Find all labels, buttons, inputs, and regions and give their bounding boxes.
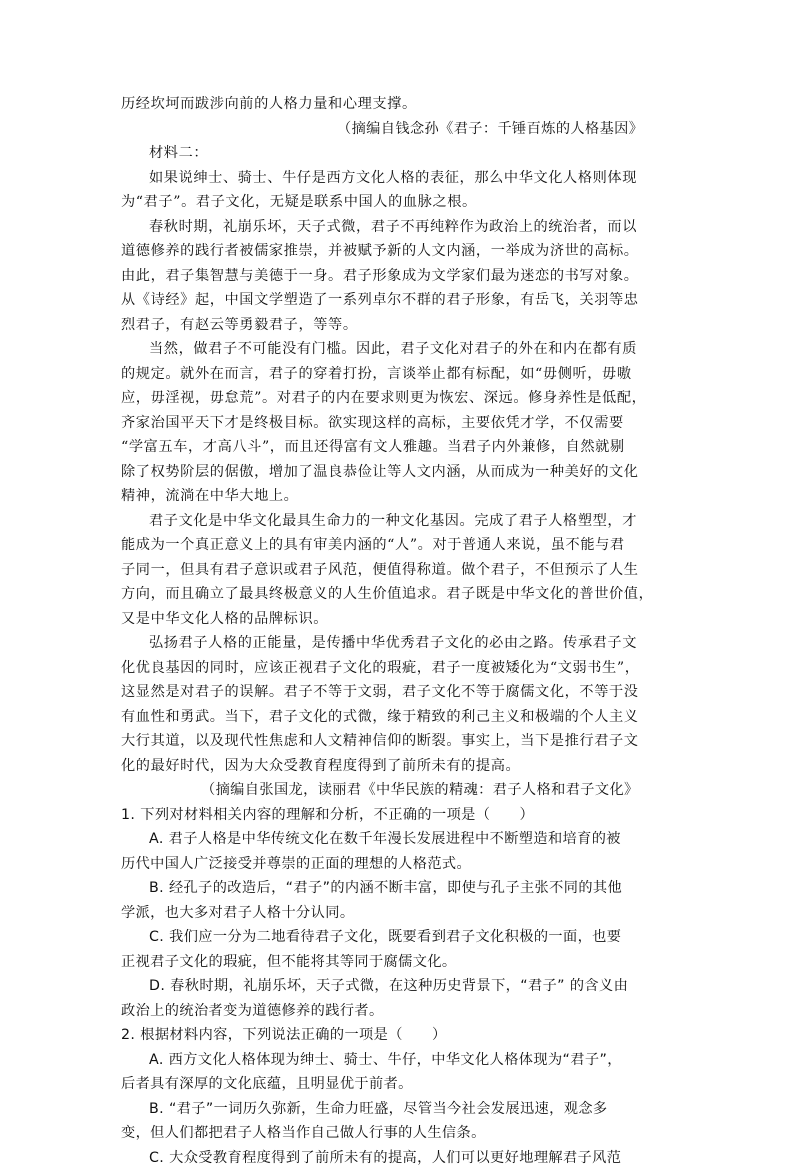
passage1-tail: 历经坎坷而跋涉向前的人格力量和心理支撑。 (121, 92, 677, 117)
question-1-option-d-cont: 政治上的统治者变为道德修养的践行者。 (121, 999, 677, 1024)
paragraph-line: 这显然是对君子的误解。君子不等于文弱，君子文化不等于腐儒文化，不等于没 (121, 680, 677, 705)
paragraph-line: 子同一，但具有君子意识或君子风范，便值得称道。做个君子，不但预示了人生 (121, 558, 677, 583)
paragraph-line: 大行其道，以及现代性焦虑和人文精神信仰的断裂。事实上，当下是推行君子文 (121, 729, 677, 754)
question-1-option-a-cont: 历代中国人广泛接受并尊崇的正面的理想的人格范式。 (121, 852, 677, 877)
paragraph-line: 从《诗经》起，中国文学塑造了一系列卓尔不群的君子形象，有岳飞，关羽等忠 (121, 288, 677, 313)
question-1-option-c-cont: 正视君子文化的瑕疵，但不能将其等同于腐儒文化。 (121, 950, 677, 975)
question-2-option-c: C. 大众受教育程度得到了前所未有的提高，人们可以更好地理解君子风范 (121, 1146, 677, 1170)
paragraph-line: 精神，流淌在中华大地上。 (121, 484, 677, 509)
question-1-stem: 1. 下列对材料相关内容的理解和分析，不正确的一项是（ ） (121, 803, 677, 828)
paragraph-line: 道德修养的践行者被儒家推崇，并被赋予新的人文内涵，一举成为济世的高标。 (121, 239, 677, 264)
paragraph-line: 齐家治国平天下才是终极目标。欲实现这样的高标，主要依凭才学，不仅需要 (121, 411, 677, 436)
source-citation-1: （摘编自钱念孙《君子：千锤百炼的人格基因》 (121, 117, 677, 142)
question-2-stem: 2. 根据材料内容，下列说法正确的一项是（ ） (121, 1023, 677, 1048)
question-2-option-b-cont: 变，但人们都把君子人格当作自己做人行事的人生信条。 (121, 1121, 677, 1146)
material2-label: 材料二： (121, 141, 677, 166)
question-1-option-a: A. 君子人格是中华传统文化在数千年漫长发展进程中不断塑造和培育的被 (121, 827, 677, 852)
question-2-option-a: A. 西方文化人格体现为绅士、骑士、牛仔，中华文化人格体现为“君子”， (121, 1048, 677, 1073)
question-2-option-b: B. “君子”一词历久弥新，生命力旺盛，尽管当今社会发展迅速，观念多 (121, 1097, 677, 1122)
paragraph-line: 为“君子”。君子文化，无疑是联系中国人的血脉之根。 (121, 190, 677, 215)
paragraph-line: 春秋时期，礼崩乐坏，天子式微，君子不再纯粹作为政治上的统治者，而以 (121, 215, 677, 240)
paragraph-line: 除了权势阶层的倨傲，增加了温良恭俭让等人文内涵，从而成为一种美好的文化 (121, 460, 677, 485)
paragraph-line: 应，毋淫视，毋怠荒”。对君子的内在要求则更为恢宏、深远。修身养性是低配， (121, 386, 677, 411)
paragraph-line: 烈君子，有赵云等勇毅君子，等等。 (121, 313, 677, 338)
paragraph-line: 化的最好时代，因为大众受教育程度得到了前所未有的提高。 (121, 754, 677, 779)
paragraph-line: 当然，做君子不可能没有门槛。因此，君子文化对君子的外在和内在都有质 (121, 337, 677, 362)
paragraph-line: 如果说绅士、骑士、牛仔是西方文化人格的表征，那么中华文化人格则体现 (121, 166, 677, 191)
question-1-option-d: D. 春秋时期，礼崩乐坏，天子式微，在这种历史背景下，“君子” 的含义由 (121, 974, 677, 999)
paragraph-line: 能成为一个真正意义上的具有审美内涵的“人”。对于普通人来说，虽不能与君 (121, 533, 677, 558)
paragraph-line: 由此，君子集智慧与美德于一身。君子形象成为文学家们最为迷恋的书写对象。 (121, 264, 677, 289)
paragraph-line: 弘扬君子人格的正能量，是传播中华优秀君子文化的必由之路。传承君子文 (121, 631, 677, 656)
question-1-option-c: C. 我们应一分为二地看待君子文化，既要看到君子文化积极的一面，也要 (121, 925, 677, 950)
paragraph-line: 又是中华文化人格的品牌标识。 (121, 607, 677, 632)
paragraph-line: “学富五车，才高八斗”，而且还得富有文人雅趣。当君子内外兼修，自然就剔 (121, 435, 677, 460)
paragraph-line: 的规定。就外在而言，君子的穿着打扮，言谈举止都有标配，如“毋侧听，毋嗷 (121, 362, 677, 387)
paragraph-line: 君子文化是中华文化最具生命力的一种文化基因。完成了君子人格塑型，才 (121, 509, 677, 534)
document-body (121, 92, 677, 1170)
paragraph-line: 方向，而且确立了最具终极意义的人生价值追求。君子既是中华文化的普世价值， (121, 582, 677, 607)
paragraph-line: 化优良基因的同时，应该正视君子文化的瑕疵，君子一度被矮化为“文弱书生”， (121, 656, 677, 681)
question-2-option-a-cont: 后者具有深厚的文化底蕴，且明显优于前者。 (121, 1072, 677, 1097)
question-1-option-b: B. 经孔子的改造后，“君子”的内涵不断丰富，即使与孔子主张不同的其他 (121, 876, 677, 901)
paragraph-line: 有血性和勇武。当下，君子文化的式微，缘于精致的利己主义和极端的个人主义 (121, 705, 677, 730)
question-1-option-b-cont: 学派，也大多对君子人格十分认同。 (121, 901, 677, 926)
source-citation-2: （摘编自张国龙，读丽君《中华民族的精魂：君子人格和君子文化》 (121, 778, 677, 803)
